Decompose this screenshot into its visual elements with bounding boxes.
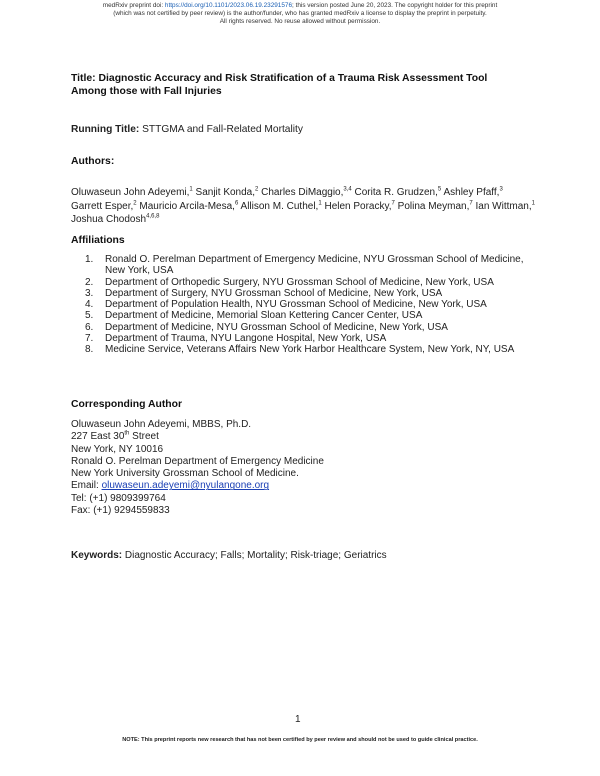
list-item: 2. Department of Orthopedic Surgery, NYU Grossman School of Medicine, New York, USA — [85, 276, 494, 288]
keywords-label: Keywords: — [71, 550, 123, 561]
email-link[interactable]: oluwaseun.adeyemi@nyulangone.org — [101, 480, 270, 492]
corresponding-author-block — [71, 419, 324, 517]
preprint-footer-note: NOTE: This preprint reports new research that has not been certified by peer review and should not be used to guide clinical practice. — [122, 737, 478, 743]
preprint-banner — [40, 2, 560, 26]
list-item: 7. Department of Trauma, NYU Langone Hospital, New York, USA — [85, 333, 387, 345]
banner-line-1: medRxiv preprint doi: https://doi.org/10.1101/2023.06.19.23291576; this version posted June 20, 2023. The copyright holder for this preprint — [102, 2, 498, 9]
list-item: 6. Department of Medicine, NYU Grossman School of Medicine, New York, USA — [85, 321, 448, 333]
page-number: 1 — [295, 714, 301, 725]
corr-name: Oluwaseun John Adeyemi, MBBS, Ph.D. — [71, 419, 252, 430]
list-item: 3. Department of Surgery, NYU Grossman School of Medicine, New York, USA — [85, 287, 443, 299]
doi-link[interactable]: https://doi.org/10.1101/2023.06.19.23291576 — [164, 2, 293, 9]
paper-title: Title: Diagnostic Accuracy and Risk Stratification of a Trauma Risk Assessment Tool Among those with Fall Injuries — [71, 73, 488, 97]
author-list: Oluwaseun John Adeyemi,$^1$ Sanjit Konda,$^2$ Charles DiMaggio,$^{3,4}$ Corita R. Grudzen,$^5$ Ashley Pfaff,$^3$ Garrett Esper,$^2$ Mauricio Arcila-Mesa,$^6$ Allison M. Cuthel,$^1$ Helen Poracky,$^7$ Polina Meyman,$^7$ Ian Wittman,$^1$ Joshua Chodosh$^{4,6,8}$ — [71, 186, 535, 225]
list-item: 1. Ronald O. Perelman Department of Emergency Medicine, NYU Grossman School of Medicine, New York, USA — [85, 254, 524, 277]
list-item: 8. Medicine Service, Veterans Affairs New York Harbor Healthcare System, New York, NY, USA — [85, 344, 515, 356]
authors-heading: Authors: — [71, 156, 115, 167]
keywords — [71, 550, 387, 561]
keywords-value: Diagnostic Accuracy; Falls; Mortality; Risk-triage; Geriatrics — [122, 550, 387, 561]
corr-email-line: Email: oluwaseun.adeyemi@nyulangone.org — [71, 480, 270, 492]
corr-dept: Ronald O. Perelman Department of Emergency Medicine — [71, 455, 324, 467]
corr-tel: Tel: (+1) 9809399764 — [71, 492, 166, 504]
corr-school: New York University Grossman School of Medicine. — [71, 468, 299, 480]
running-title — [71, 124, 303, 135]
corresponding-heading: Corresponding Author — [71, 399, 183, 410]
corr-fax: Fax: (+1) 9294559833 — [71, 505, 170, 517]
list-item: 5. Department of Medicine, Memorial Sloan Kettering Cancer Center, USA — [85, 310, 423, 322]
affiliation-list — [85, 254, 535, 356]
running-title-value: STTGMA and Fall-Related Mortality — [139, 124, 303, 135]
banner-line-3: All rights reserved. No reuse allowed without permission. — [219, 18, 381, 25]
affiliations-heading: Affiliations — [71, 235, 125, 246]
running-title-label: Running Title: — [71, 124, 140, 135]
banner-line-2: (which was not certified by peer review) is the author/funder, who has granted medRxiv a license to display the preprint in perpetuity. — [113, 10, 487, 17]
list-item: 4. Department of Population Health, NYU Grossman School of Medicine, New York, USA — [85, 299, 487, 311]
corr-street: 227 East 30th Street — [71, 430, 159, 443]
corr-city: New York, NY 10016 — [71, 443, 164, 455]
